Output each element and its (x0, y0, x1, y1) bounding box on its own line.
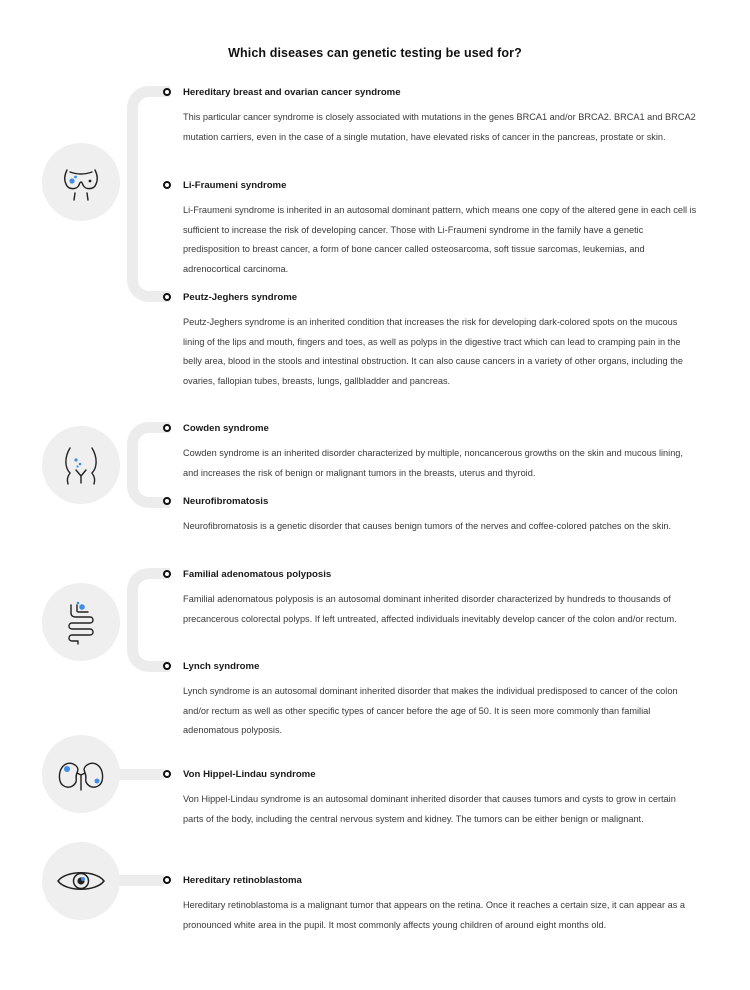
disease-title: Cowden syndrome (183, 423, 269, 434)
eye-icon (42, 842, 120, 920)
bullet-icon (163, 570, 171, 578)
intestine-icon-circle (42, 583, 120, 661)
bullet-icon (163, 497, 171, 505)
disease-item (165, 292, 697, 391)
disease-title: Von Hippel-Lindau syndrome (183, 769, 316, 780)
connector-bracket (127, 86, 170, 302)
page-title: Which diseases can genetic testing be used for? (228, 46, 522, 61)
bullet-icon (163, 662, 171, 670)
disease-description: Li-Fraumeni syndrome is inherited in an autosomal dominant pattern, which means one copy of the altered gene in each cell is sufficient to increase the risk of developing cancer. Those with Li-Fraumeni syndrome in the family have a genetic predisposition to breast cancer, a form of bone cancer called osteosarcoma, soft tissue sarcomas, leukemias, and adrenocortical carcinoma. (183, 205, 697, 274)
disease-item (165, 180, 697, 279)
disease-title: Familial adenomatous polyposis (183, 569, 332, 580)
disease-item (165, 769, 697, 829)
disease-item (165, 661, 697, 741)
bullet-icon (163, 876, 171, 884)
disease-item (165, 423, 697, 483)
disease-description: Lynch syndrome is an autosomal dominant inherited disorder that makes the individual predisposed to cancer of the colon and/or rectum as well as other specific types of cancer before the age of 50. It is seen more commonly than familial adenomatous polyposis. (183, 686, 678, 735)
disease-description: Neurofibromatosis is a genetic disorder that causes benign tumors of the nerves and coffee-colored patches on the skin. (183, 521, 672, 531)
female-body-icon-circle (42, 426, 120, 504)
disease-description: Peutz-Jeghers syndrome is an inherited condition that increases the risk for developing dark-colored spots on the mucous lining of the lips and mouth, fingers and toes, as well as polyps in the digestive tract which can lead to cramping pain in the belly area, blood in the stools and intestinal obstruction. It can also cause cancers in a variety of other organs, including the ovaries, fallopian tubes, breasts, lungs, gallbladder and pancreas. (183, 317, 683, 386)
disease-title: Lynch syndrome (183, 661, 260, 672)
disease-description: Hereditary retinoblastoma is a malignant tumor that appears on the retina. Once it reaches a certain size, it can appear as a pronounced white area in the pupil. It most commonly affects young children of around eight months old. (183, 900, 686, 930)
intestine-icon (42, 583, 120, 661)
connector-line (118, 875, 164, 886)
disease-description: This particular cancer syndrome is closely associated with mutations in the genes BRCA1 and/or BRCA2. BRCA1 and BRCA2 mutation carriers, even in the case of a single mutation, have elevated risks of cancer in the pancreas, prostate or skin. (183, 112, 696, 142)
disease-item (165, 87, 697, 147)
disease-description: Familial adenomatous polyposis is an autosomal dominant inherited disorder characterized by hundreds to thousands of precancerous colorectal polyps. If left untreated, affected individuals inevitably develop cancer of the colon and/or rectum. (183, 594, 677, 624)
disease-title: Peutz-Jeghers syndrome (183, 292, 298, 303)
bullet-icon (163, 88, 171, 96)
bullet-icon (163, 424, 171, 432)
bullet-icon (163, 770, 171, 778)
kidney-icon-circle (42, 735, 120, 813)
bullet-icon (163, 181, 171, 189)
breast-icon (42, 143, 120, 221)
bullet-icon (163, 293, 171, 301)
disease-description: Von Hippel-Lindau syndrome is an autosomal dominant inherited disorder that causes tumors and cysts to grow in certain parts of the body, including the central nervous system and kidney. The tumors can be either benign or malignant. (183, 794, 676, 824)
disease-title: Hereditary retinoblastoma (183, 875, 302, 886)
breast-icon-circle (42, 143, 120, 221)
eye-icon-circle (42, 842, 120, 920)
disease-item (165, 875, 697, 935)
connector-line (118, 769, 164, 780)
disease-description: Cowden syndrome is an inherited disorder characterized by multiple, noncancerous growths on the skin and mucous lining, and increases the risk of benign or malignant tumors in the breasts, uterus and thyroid. (183, 448, 683, 478)
disease-item (165, 569, 697, 629)
connector-bracket (127, 422, 170, 508)
disease-title: Neurofibromatosis (183, 496, 269, 507)
disease-title: Li-Fraumeni syndrome (183, 180, 287, 191)
female-body-icon (42, 426, 120, 504)
connector-bracket (127, 568, 170, 672)
kidney-icon (42, 735, 120, 813)
disease-item (165, 496, 697, 537)
disease-title: Hereditary breast and ovarian cancer syndrome (183, 87, 401, 98)
